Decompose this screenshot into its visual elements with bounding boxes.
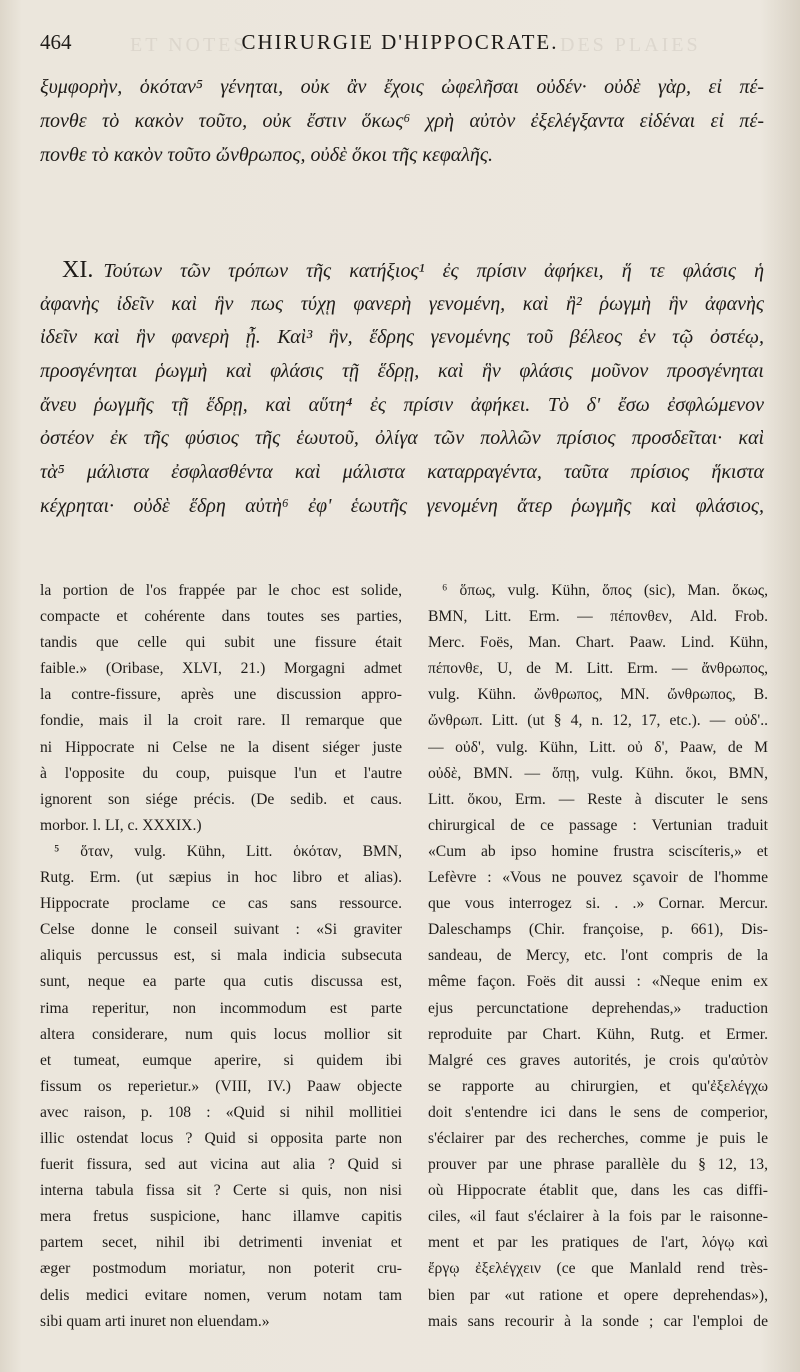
- note-line: fondie, mais il la croit rare. Il remarque que: [40, 712, 402, 730]
- footnotes-right-column: [428, 578, 768, 1335]
- greek-line: τὰ⁵ μάλιστα ἐσφλασθέντα καὶ μάλιστα καταρραγέντα, ταῦτα πρίσιος ἥκιστα: [40, 461, 764, 484]
- greek-line: προσγένηται ῥωγμὴ καὶ φλάσις τῇ ἕδρῃ, καὶ ἣν φλάσις μοῦνον προσγένηται: [40, 360, 764, 383]
- note-line: où Hippocrate établit que, dans les cas diffi-: [428, 1182, 768, 1200]
- note-line: s'éclairer par des recherches, comme je puis le: [428, 1129, 768, 1147]
- page-number: 464: [40, 30, 72, 54]
- note-line: ejus percunctatione deprehendas,» traduction: [428, 999, 768, 1017]
- note-line: sandeau, de Mercy, etc. l'ont compris de la: [428, 947, 768, 965]
- greek-line: ἀφανὴς ἰδεῖν καὶ ἣν πως τύχῃ φανερὴ γενομένη, καὶ ἢ² ῥωγμὴ ἣν ἀφανὴς: [40, 292, 764, 315]
- note-line: ἔργῳ ἐξελέγχειν (ce que Manlald rend très-: [428, 1260, 768, 1278]
- note-line: tandis que celle qui subit une fissure était: [40, 634, 402, 652]
- note-line: interna tabula fissa sit ? Certe si quis, non nisi: [40, 1182, 402, 1200]
- note-line: vulg. Kühn. ὤνθρωπος, MN. ὤνθρωπος, B.: [428, 686, 768, 704]
- note-line: Malgré ces graves autorités, je crois qu'αὐτὸν: [428, 1051, 768, 1069]
- note-line: οὐδὲ, BMN. — ὅπῃ, vulg. Kühn. ὅκοι, BMN,: [428, 764, 768, 782]
- note-line: chirurgical de ce passage : Vertunian traduit: [428, 816, 768, 834]
- greek-line: κέχρηται· οὐδὲ ἕδρη αὐτὴ⁶ ἐφ' ἑωυτῆς γενομένη ἄτερ ῥωγμῆς καὶ φλάσιος,: [40, 494, 764, 517]
- bleed-through-text: ET NOTES: [130, 34, 248, 56]
- note-line: mera fretus suspicione, hanc illamve capitis: [40, 1208, 402, 1226]
- note-line: BMN, Litt. Erm. — πέπονθεν, Ald. Frob.: [428, 608, 768, 626]
- note-line: «Cum ab ipso homine frustra sciscíteris,» et: [428, 842, 768, 860]
- note-line: doit s'entendre ici dans le sens de comperior,: [428, 1103, 768, 1121]
- note-line: reproduite par Chart. Kühn, Rutg. et Ermer.: [428, 1025, 768, 1043]
- note-line: la contre-fissure, après une discussion appro-: [40, 686, 402, 704]
- note-line: la portion de l'os frappée par le choc est solide,: [40, 582, 402, 599]
- note-line: morbor. l. LI, c. XXXIX.): [40, 816, 202, 834]
- note-line: fissum os reperietur.» (VIII, IV.) Paaw objecte: [40, 1077, 402, 1095]
- greek-line: ξυμφορὴν, ὁκόταν⁵ γένηται, οὐκ ἂν ἔχοις ὠφελῆσαι οὐδέν· οὐδὲ γὰρ, εἰ πέ-: [40, 76, 764, 98]
- note-line: faible.» (Oribase, XLVI, 21.) Morgagni admet: [40, 660, 402, 678]
- section-xi: [40, 253, 764, 523]
- note-line: ⁵ ὅταν, vulg. Kühn, Litt. ὁκόταν, BMN,: [54, 842, 402, 860]
- note-line: se rapporte au chirurgien, et qu'ἐξελέγχω: [428, 1077, 768, 1095]
- note-line: altera considerare, num quis locus mollior sit: [40, 1025, 402, 1043]
- running-title: CHIRURGIE D'HIPPOCRATE.: [241, 30, 559, 54]
- note-line: mais sans recourir à la sonde ; car l'emploi de: [428, 1312, 768, 1330]
- note-line: avec raison, p. 108 : «Quid si nihil mollitiei: [40, 1103, 402, 1121]
- note-line: πέπονθε, U, de M. Litt. Erm. — ἄνθρωπος,: [428, 660, 768, 678]
- note-line: ⁶ ὅπως, vulg. Kühn, ὅπος (sic), Man. ὅκως,: [442, 582, 768, 599]
- note-line: rima reperitur, non incommodum est parte: [40, 999, 402, 1017]
- footnotes-left-column: [40, 578, 402, 1335]
- note-line: que vous interrogez si. . .» Cornar. Mercur.: [428, 895, 768, 913]
- note-line: Litt. ὅκου, Erm. — Reste à discuter le sens: [428, 790, 768, 808]
- greek-line: ἄνευ ῥωγμῆς τῇ ἕδρῃ, καὶ αὕτη⁴ ἐς πρίσιν ἀφήκει. Τὸ δ' ἔσω ἐσφλώμενον: [40, 393, 764, 416]
- note-line: ignorent son siége précis. (De sedib. et caus.: [40, 790, 402, 808]
- note-line: — οὐδ', vulg. Kühn, Litt. οὐ δ', Paaw, de M: [428, 738, 768, 756]
- note-line: même façon. Foës dit aussi : «Neque enim ex: [428, 973, 768, 991]
- greek-line-text: Τούτων τῶν τρόπων τῆς κατήξιος¹ ἐς πρίσιν ἀφήκει, ἥ τε φλάσις ἡ: [103, 260, 764, 282]
- bleed-through-text: DES PLAIES: [560, 34, 701, 56]
- greek-text-continuation: [40, 70, 764, 172]
- note-line: Rutg. Erm. (ut sæpius in hoc libro et alias).: [40, 869, 402, 887]
- note-line: æger postmodum moriatur, non poterit cru-: [40, 1260, 402, 1278]
- note-line: bien par «ut ratione et opere deprehendas»),: [428, 1286, 768, 1304]
- note-line: compacte et cohérente dans toutes ses parties,: [40, 608, 402, 626]
- note-line: et tumeat, eumque aperire, si quidem ibi: [40, 1051, 402, 1069]
- greek-line: πονθε τὸ κακὸν τοῦτο ὤνθρωπος, οὐδὲ ὅκοι τῆς κεφαλῆς.: [40, 144, 493, 166]
- note-line: Celse donne le conseil suivant : «Si graviter: [40, 921, 402, 939]
- section-number: XI.: [62, 257, 94, 283]
- note-line: illic ostendat locus ? Quid si opposita parte non: [40, 1129, 402, 1147]
- note-line: delis medici evitare nomen, verum notam tam: [40, 1286, 402, 1304]
- note-line: partem secet, nihil ibi detrimenti inveniat et: [40, 1234, 402, 1252]
- note-line: Hippocrate proclame ce cas sans ressource.: [40, 895, 402, 913]
- note-line: sibi quam arti inuret non eluendam.»: [40, 1312, 270, 1330]
- greek-line: πονθε τὸ κακὸν τοῦτο, οὐκ ἔστιν ὅκως⁶ χρὴ αὐτὸν ἐξελέγξαντα εἰδέναι εἰ πέ-: [40, 110, 764, 132]
- greek-line: ὀστέον ἐκ τῆς φύσιος τῆς ἑωυτοῦ, ὀλίγα τῶν πολλῶν πρίσιος προσδεῖται· καὶ: [40, 427, 764, 450]
- note-line: Daleschamps (Chir. françoise, p. 661), Dis-: [428, 921, 768, 939]
- note-line: ment et par les pratiques de l'art, λόγῳ καὶ: [428, 1234, 768, 1252]
- note-line: ὤνθρωπ. Litt. (ut § 4, n. 12, 17, etc.). — οὐδ'..: [428, 712, 768, 730]
- running-head: [40, 26, 760, 58]
- note-line: aliquis percussus est, si mala indicia subsecuta: [40, 947, 402, 965]
- note-line: fuerit fissura, sed aut vicina aut alia ? Quid si: [40, 1156, 402, 1174]
- note-line: à l'opposite du coup, puisque l'un et l'autre: [40, 764, 402, 782]
- note-line: sunt, neque ea parte qua cutis discussa est,: [40, 973, 402, 991]
- greek-line: ἰδεῖν καὶ ἣν φανερὴ ᾖ. Καὶ³ ἣν, ἕδρης γενομένης τοῦ βέλεος ἐν τῷ ὀστέῳ,: [40, 326, 764, 349]
- note-line: Merc. Foës, Man. Chart. Paaw. Lind. Kühn,: [428, 634, 768, 652]
- note-line: ciles, «il faut s'éclairer à la fois par le raisonne-: [428, 1208, 768, 1226]
- note-line: Lefèvre : «Vous ne pouvez sçavoir de l'homme: [428, 869, 768, 887]
- greek-line: [40, 253, 764, 287]
- note-line: prouver par une phrase parallèle du § 12, 13,: [428, 1156, 768, 1174]
- note-line: ni Hippocrate ni Celse ne la disent siéger juste: [40, 738, 402, 756]
